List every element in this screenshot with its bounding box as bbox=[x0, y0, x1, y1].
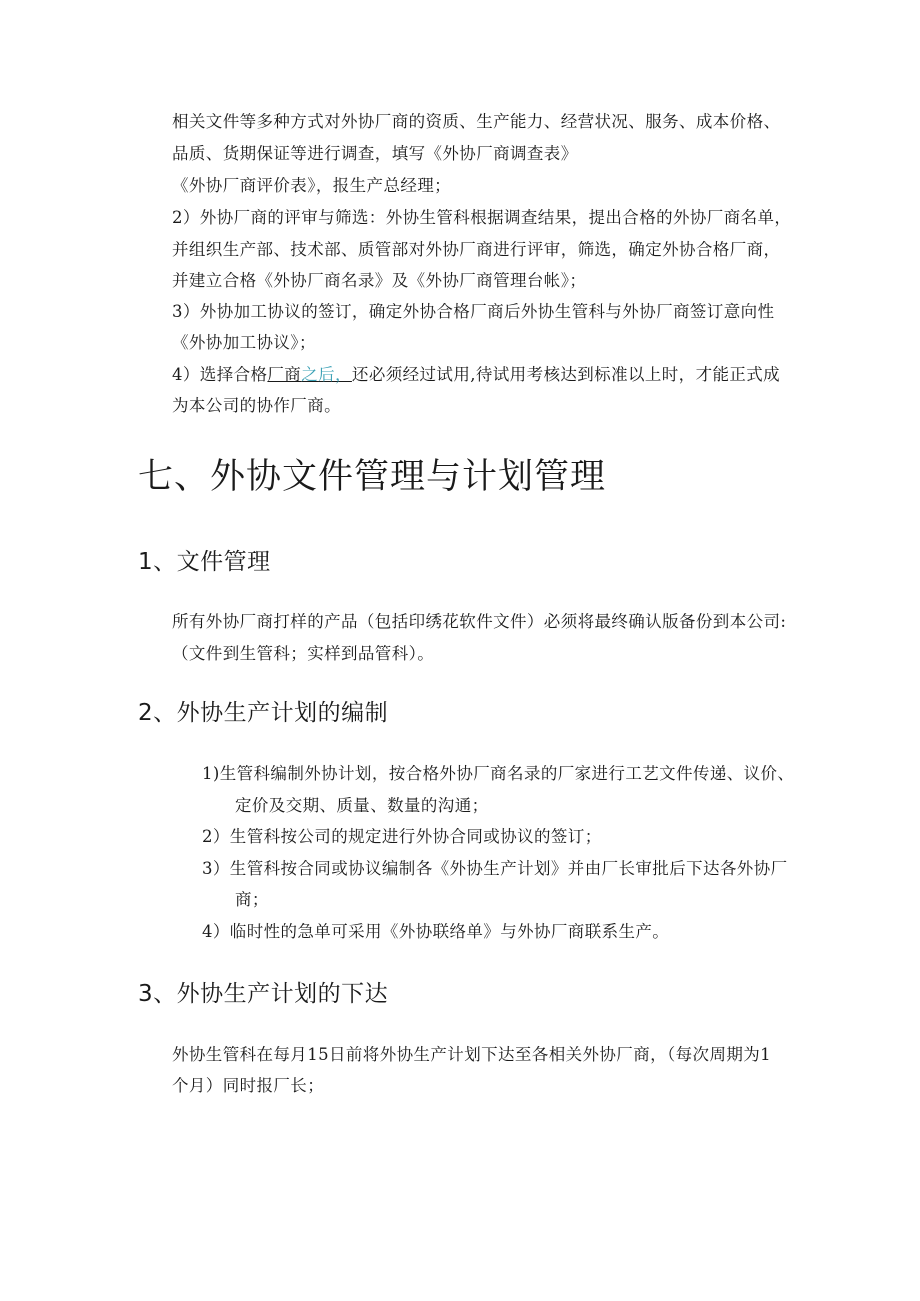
body-line: 2）外协厂商的评审与筛选：外协生管科根据调查结果，提出合格的外协厂商名单， bbox=[172, 208, 792, 227]
body-line: （文件到生管科；实样到品管科）。 bbox=[172, 644, 435, 663]
body-line: 所有外协厂商打样的产品（包括印绣花软件文件）必须将最终确认版备份到本公司: bbox=[172, 612, 787, 631]
body-line: 《外协加工协议》； bbox=[172, 333, 316, 352]
body-line: 外协生管科在每月15日前将外协生产计划下达至各相关外协厂商，（每次周期为1 bbox=[172, 1045, 772, 1064]
list-item: 1)生管科编制外协计划，按合格外协厂商名录的厂家进行工艺文件传递、议价、 bbox=[202, 764, 795, 783]
section-2-title: 2、外协生产计划的编制 bbox=[138, 700, 389, 726]
item-4-suffix: 还必须经过试用,待试用考核达到标准以上时，才能正式成 bbox=[351, 365, 781, 384]
section-1-title: 1、文件管理 bbox=[138, 549, 271, 575]
list-item-cont: 定价及交期、质量、数量的沟通； bbox=[235, 796, 489, 815]
body-line: 《外协厂商评价表》，报生产总经理； bbox=[172, 176, 452, 195]
revision-mark: 之后， bbox=[301, 365, 352, 384]
body-line: 相关文件等多种方式对外协厂商的资质、生产能力、经营状况、服务、成本价格、 bbox=[172, 112, 781, 131]
list-item-cont: 商； bbox=[235, 890, 269, 909]
underlined-text: 厂商 bbox=[267, 365, 302, 384]
body-line: 个月）同时报厂长； bbox=[172, 1076, 325, 1095]
body-line: 并建立合格《外协厂商名录》及《外协厂商管理台帐》； bbox=[172, 271, 587, 290]
body-line: 3）外协加工协议的签订，确定外协合格厂商后外协生管科与外协厂商签订意向性 bbox=[172, 302, 775, 321]
chapter-title: 七、外协文件管理与计划管理 bbox=[138, 457, 607, 497]
item-4-prefix: 4）选择合格 bbox=[172, 365, 268, 384]
list-item: 4）临时性的急单可采用《外协联络单》与外协厂商联系生产。 bbox=[202, 922, 670, 941]
body-line-item-4 bbox=[172, 365, 780, 385]
list-item: 3）生管科按合同或协议编制各《外协生产计划》并由厂长审批后下达各外协厂 bbox=[202, 859, 788, 878]
section-3-title: 3、外协生产计划的下达 bbox=[138, 981, 389, 1007]
list-item: 2）生管科按公司的规定进行外协合同或协议的签订； bbox=[202, 827, 602, 846]
body-line: 为本公司的协作厂商。 bbox=[172, 396, 341, 415]
body-line: 品质、货期保证等进行调查，填写《外协厂商调查表》 bbox=[172, 144, 578, 163]
body-line: 并组织生产部、技术部、质管部对外协厂商进行评审，筛选，确定外协合格厂商， bbox=[172, 240, 781, 259]
